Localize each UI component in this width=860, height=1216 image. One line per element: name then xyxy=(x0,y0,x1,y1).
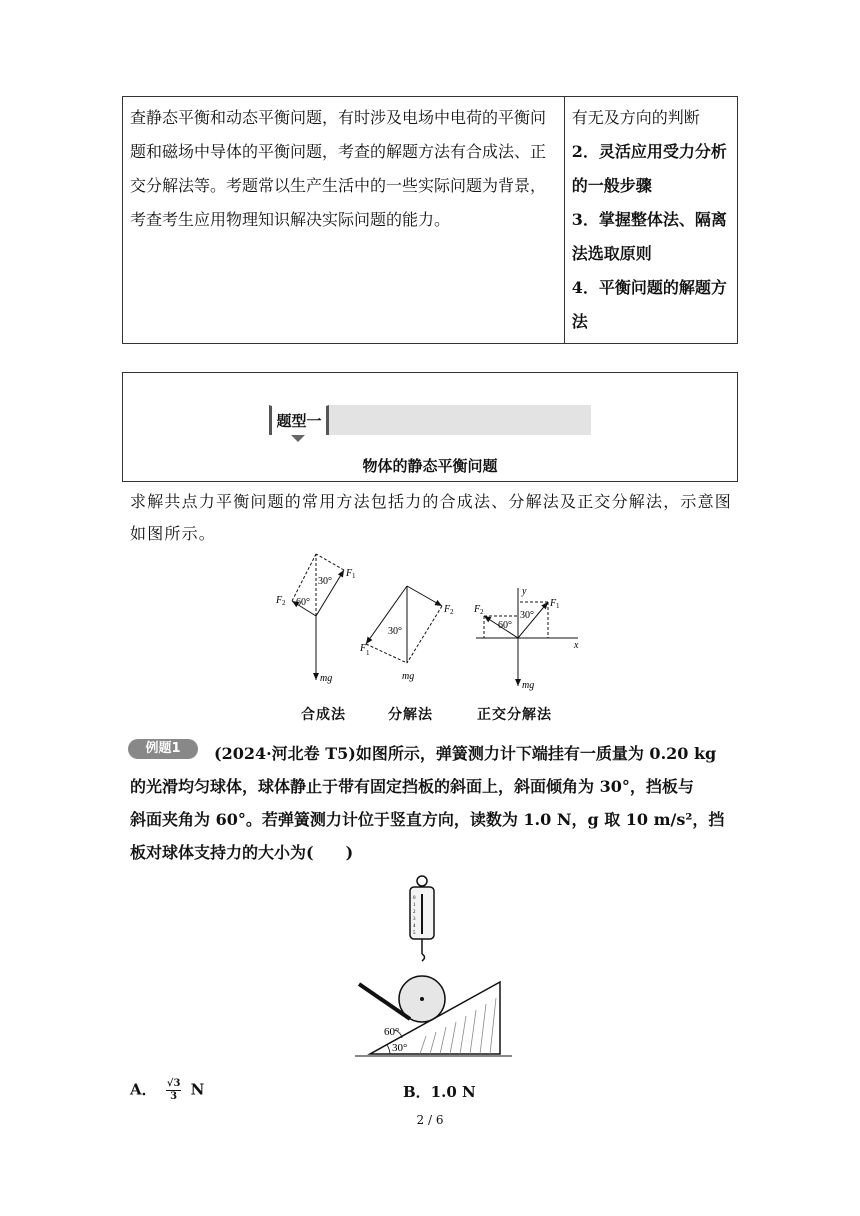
angle-30-label-3: 30° xyxy=(520,610,534,621)
f1-sub-3: 1 xyxy=(556,602,560,610)
method-paragraph: 求解共点力平衡问题的常用方法包括力的合成法、分解法及正交分解法，示意图如图所示。 xyxy=(130,492,733,543)
caption-orthogonal: 正交分解法 xyxy=(477,707,552,723)
option-b[interactable]: B．1.0 N xyxy=(403,1083,476,1101)
example-line-1 xyxy=(214,738,744,770)
composition-diagram xyxy=(275,554,356,684)
decomposition-diagram xyxy=(359,586,454,682)
option-a-denominator: 3 xyxy=(170,1091,178,1102)
option-a-fraction xyxy=(166,1078,182,1103)
f1-label: F xyxy=(346,568,353,579)
mg-label-3: mg xyxy=(522,680,535,691)
intro-right-line-1: 有无及方向的判断 xyxy=(571,108,700,127)
intro-left-text: 查静态平衡和动态平衡问题，有时涉及电场中电荷的平衡问题和磁场中导体的平衡问题，考查的解题方法有合成法、正交分解法等。考题常以生产生活中的一些实际问题为背景，考查考生应用物理知识解决实际问题的能力。 xyxy=(130,108,547,229)
intro-table xyxy=(122,96,738,344)
scale-num-1: 1 xyxy=(413,903,416,908)
f1-sub: 1 xyxy=(352,572,356,580)
f2-label-3: F xyxy=(474,604,481,615)
spring-scale-figure xyxy=(350,872,520,1062)
force-diagrams-figure xyxy=(260,548,600,698)
caption-decomposition: 分解法 xyxy=(388,707,433,723)
f2-sub: 2 xyxy=(282,599,286,607)
scale-num-0: 0 xyxy=(413,896,416,901)
f2-label: F xyxy=(276,595,283,606)
page-number: 2 / 6 xyxy=(416,1113,444,1127)
section-box xyxy=(122,372,738,482)
caption-composition: 合成法 xyxy=(301,707,346,723)
scale-num-2: 2 xyxy=(413,910,416,915)
x-axis-label: x xyxy=(574,640,579,651)
angle-30-label-fig2: 30° xyxy=(392,1042,408,1054)
orthogonal-diagram xyxy=(473,586,579,691)
section-tag-label: 题型一 xyxy=(269,405,329,435)
intro-right-line-2: 2．灵活应用受力分析的一般步骤 xyxy=(571,142,727,195)
scale-num-4: 4 xyxy=(413,924,416,929)
intro-right-cell xyxy=(564,97,737,344)
f1-label-2: F xyxy=(360,643,367,654)
example-badge: 例题1 xyxy=(128,739,198,759)
option-a[interactable] xyxy=(130,1078,204,1103)
intro-left-cell xyxy=(123,97,565,344)
f1-label-3: F xyxy=(550,598,557,609)
angle-30-label: 30° xyxy=(318,576,332,587)
angle-60-label: 60° xyxy=(296,597,310,608)
example-line-2: 的光滑均匀球体，球体静止于带有固定挡板的斜面上，斜面倾角为 30°，挡板与 xyxy=(130,777,694,796)
example-line-1-text: 如图所示，弹簧测力计下端挂有一质量为 0.20 kg xyxy=(355,744,717,763)
section-tag-bar xyxy=(269,405,591,435)
example-source: (2024·河北卷 T5) xyxy=(214,744,356,763)
mg-label-2: mg xyxy=(402,671,415,682)
f2-sub-3: 2 xyxy=(480,608,484,616)
section-title: 物体的静态平衡问题 xyxy=(362,457,498,475)
example-line-4: 板对球体支持力的大小为( ) xyxy=(130,843,354,862)
angle-30-label-2: 30° xyxy=(388,626,402,637)
tag-arrow-icon xyxy=(291,435,305,442)
f2-sub-2: 2 xyxy=(450,608,454,616)
mg-label: mg xyxy=(320,673,333,684)
f2-label-2: F xyxy=(444,604,451,615)
f1-sub-2: 1 xyxy=(366,649,370,657)
intro-right-line-3: 3．掌握整体法、隔离法选取原则 xyxy=(571,210,727,263)
angle-60-label-3: 60° xyxy=(498,620,512,631)
option-a-unit: N xyxy=(190,1080,205,1099)
scale-num-5: 5 xyxy=(413,931,416,936)
intro-right-line-4: 4．平衡问题的解题方法 xyxy=(571,278,727,331)
example-line-3: 斜面夹角为 60°。若弹簧测力计位于竖直方向，读数为 1.0 N，g 取 10 m/s²，挡 xyxy=(130,810,725,829)
option-a-label: A． xyxy=(130,1080,157,1099)
angle-60-label-fig2: 60° xyxy=(384,1026,400,1038)
y-axis-label: y xyxy=(522,586,527,597)
scale-num-3: 3 xyxy=(413,917,416,922)
option-a-numerator: √3 xyxy=(166,1078,181,1089)
